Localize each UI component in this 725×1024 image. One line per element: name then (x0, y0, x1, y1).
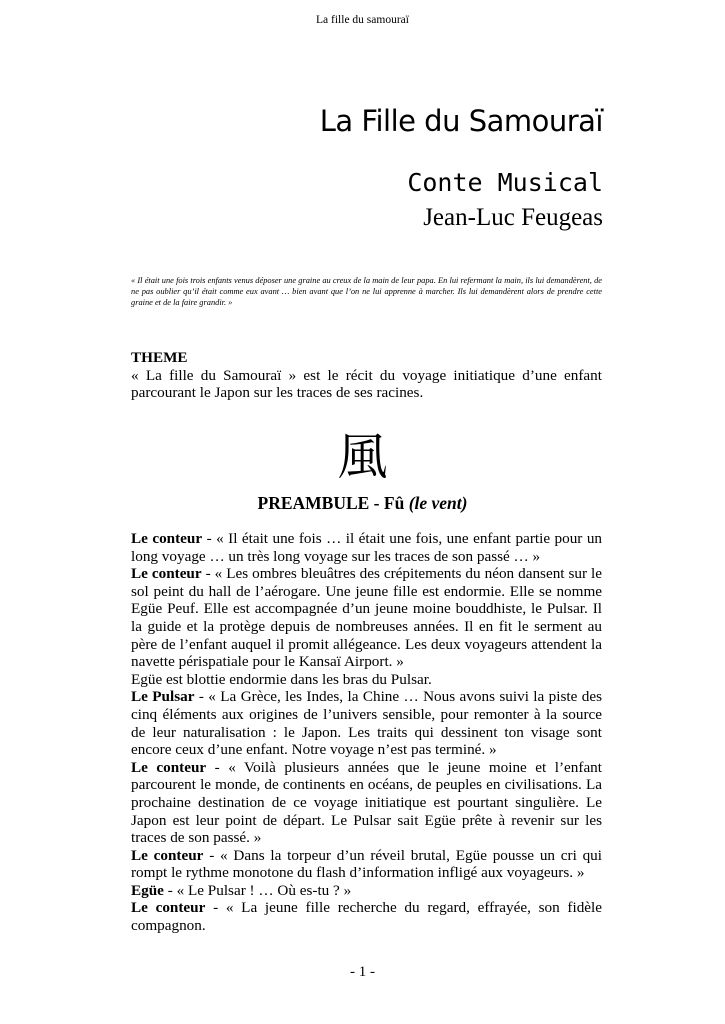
story-paragraph (131, 847, 602, 882)
story-paragraph (131, 899, 602, 934)
paragraph-text: - « Dans la torpeur d’un réveil brutal, Egüe pousse un cri qui rompt le rythme monotone du flash d’information infligé aux voyageurs. » (131, 846, 602, 882)
paragraph-text: Egüe est blottie endormie dans les bras du Pulsar. (131, 670, 432, 688)
paragraph-text: - « Il était une fois … il était une fois, une enfant partie pour un long voyage … un très long voyage sur les traces de son passé … » (131, 530, 603, 565)
paragraph-text: - « Le Pulsar ! … Où es-tu ? » (163, 881, 352, 899)
speaker-name: Le conteur (131, 530, 203, 547)
preamble-label: PREAMBULE - Fû (257, 493, 405, 513)
speaker-name: Le conteur (131, 565, 202, 583)
preamble-italic: (le vent) (408, 493, 468, 513)
paragraph-text: - « Voilà plusieurs années que le jeune moine et l’enfant parcourent le monde, de continents en océans, de peuples en civilisations. La prochaine destination de ce voyage initiatique est pourtant singulière. Le Japon est leur point de départ. Le Pulsar sait Egüe prête à revenir sur les traces de son passé. » (131, 758, 602, 847)
document-subtitle: Conte Musical (407, 168, 603, 197)
speaker-name: Le Pulsar (131, 688, 195, 706)
story-paragraph (131, 671, 602, 689)
speaker-name: Le conteur (131, 846, 204, 864)
kanji-wind: 風 (337, 428, 388, 486)
page-number: - 1 - (350, 964, 375, 980)
theme-section (131, 349, 602, 402)
running-header: La fille du samouraï (316, 14, 409, 26)
story-paragraph (131, 759, 602, 847)
speaker-name: Egüe (131, 881, 164, 899)
story-paragraph (131, 565, 602, 671)
story-paragraph (131, 530, 602, 565)
document-title: La Fille du Samouraï (319, 104, 603, 138)
epigraph: « Il était une fois trois enfants venus déposer une graine au creux de la main de leur papa. En lui refermant la main, ils lui demandèrent, de ne pas oublier qu’il était comme eux avant … bien avant que l’on ne lui apprenne à marcher. Ils lui demandèrent alors de prendre cette graine et de la faire grandir. » (131, 276, 602, 308)
story-paragraph (131, 882, 602, 900)
preamble-heading (0, 493, 725, 514)
speaker-name: Le conteur (131, 899, 206, 917)
paragraph-text: - « La jeune fille recherche du regard, effrayée, son fidèle compagnon. (131, 899, 602, 935)
paragraph-text: - « Les ombres bleuâtres des crépitements du néon dansent sur le sol peint du hall de l’aérogare. Une jeune fille est endormie. Elle se nomme Egüe Peuf. Elle est accompagnée d’un jeune moine bouddhiste, le Pulsar. Il la guide et la protège depuis de nombreuses années. Il en fit le serment au père de l’enfant auquel il promit allégeance. Les deux voyageurs attendent la navette périspatiale pour le Kansaï Airport. » (131, 565, 602, 671)
author-name: Jean-Luc Feugeas (423, 204, 603, 231)
theme-heading: THEME (131, 349, 188, 366)
story-body (131, 530, 602, 935)
paragraph-text: - « La Grèce, les Indes, la Chine … Nous avons suivi la piste des cinq éléments aux origines de l’univers sensible, pour remonter à la source de leur naturalisation : le Japon. Les traits qui dessinent ton visage sont encore ceux d’une enfant. Notre voyage n’est pas terminé. » (131, 688, 602, 759)
story-paragraph (131, 688, 602, 758)
theme-text: « La fille du Samouraï » est le récit du voyage initiatique d’une enfant parcourant le Japon sur les traces de ses racines. (131, 366, 602, 402)
speaker-name: Le conteur (131, 758, 207, 776)
